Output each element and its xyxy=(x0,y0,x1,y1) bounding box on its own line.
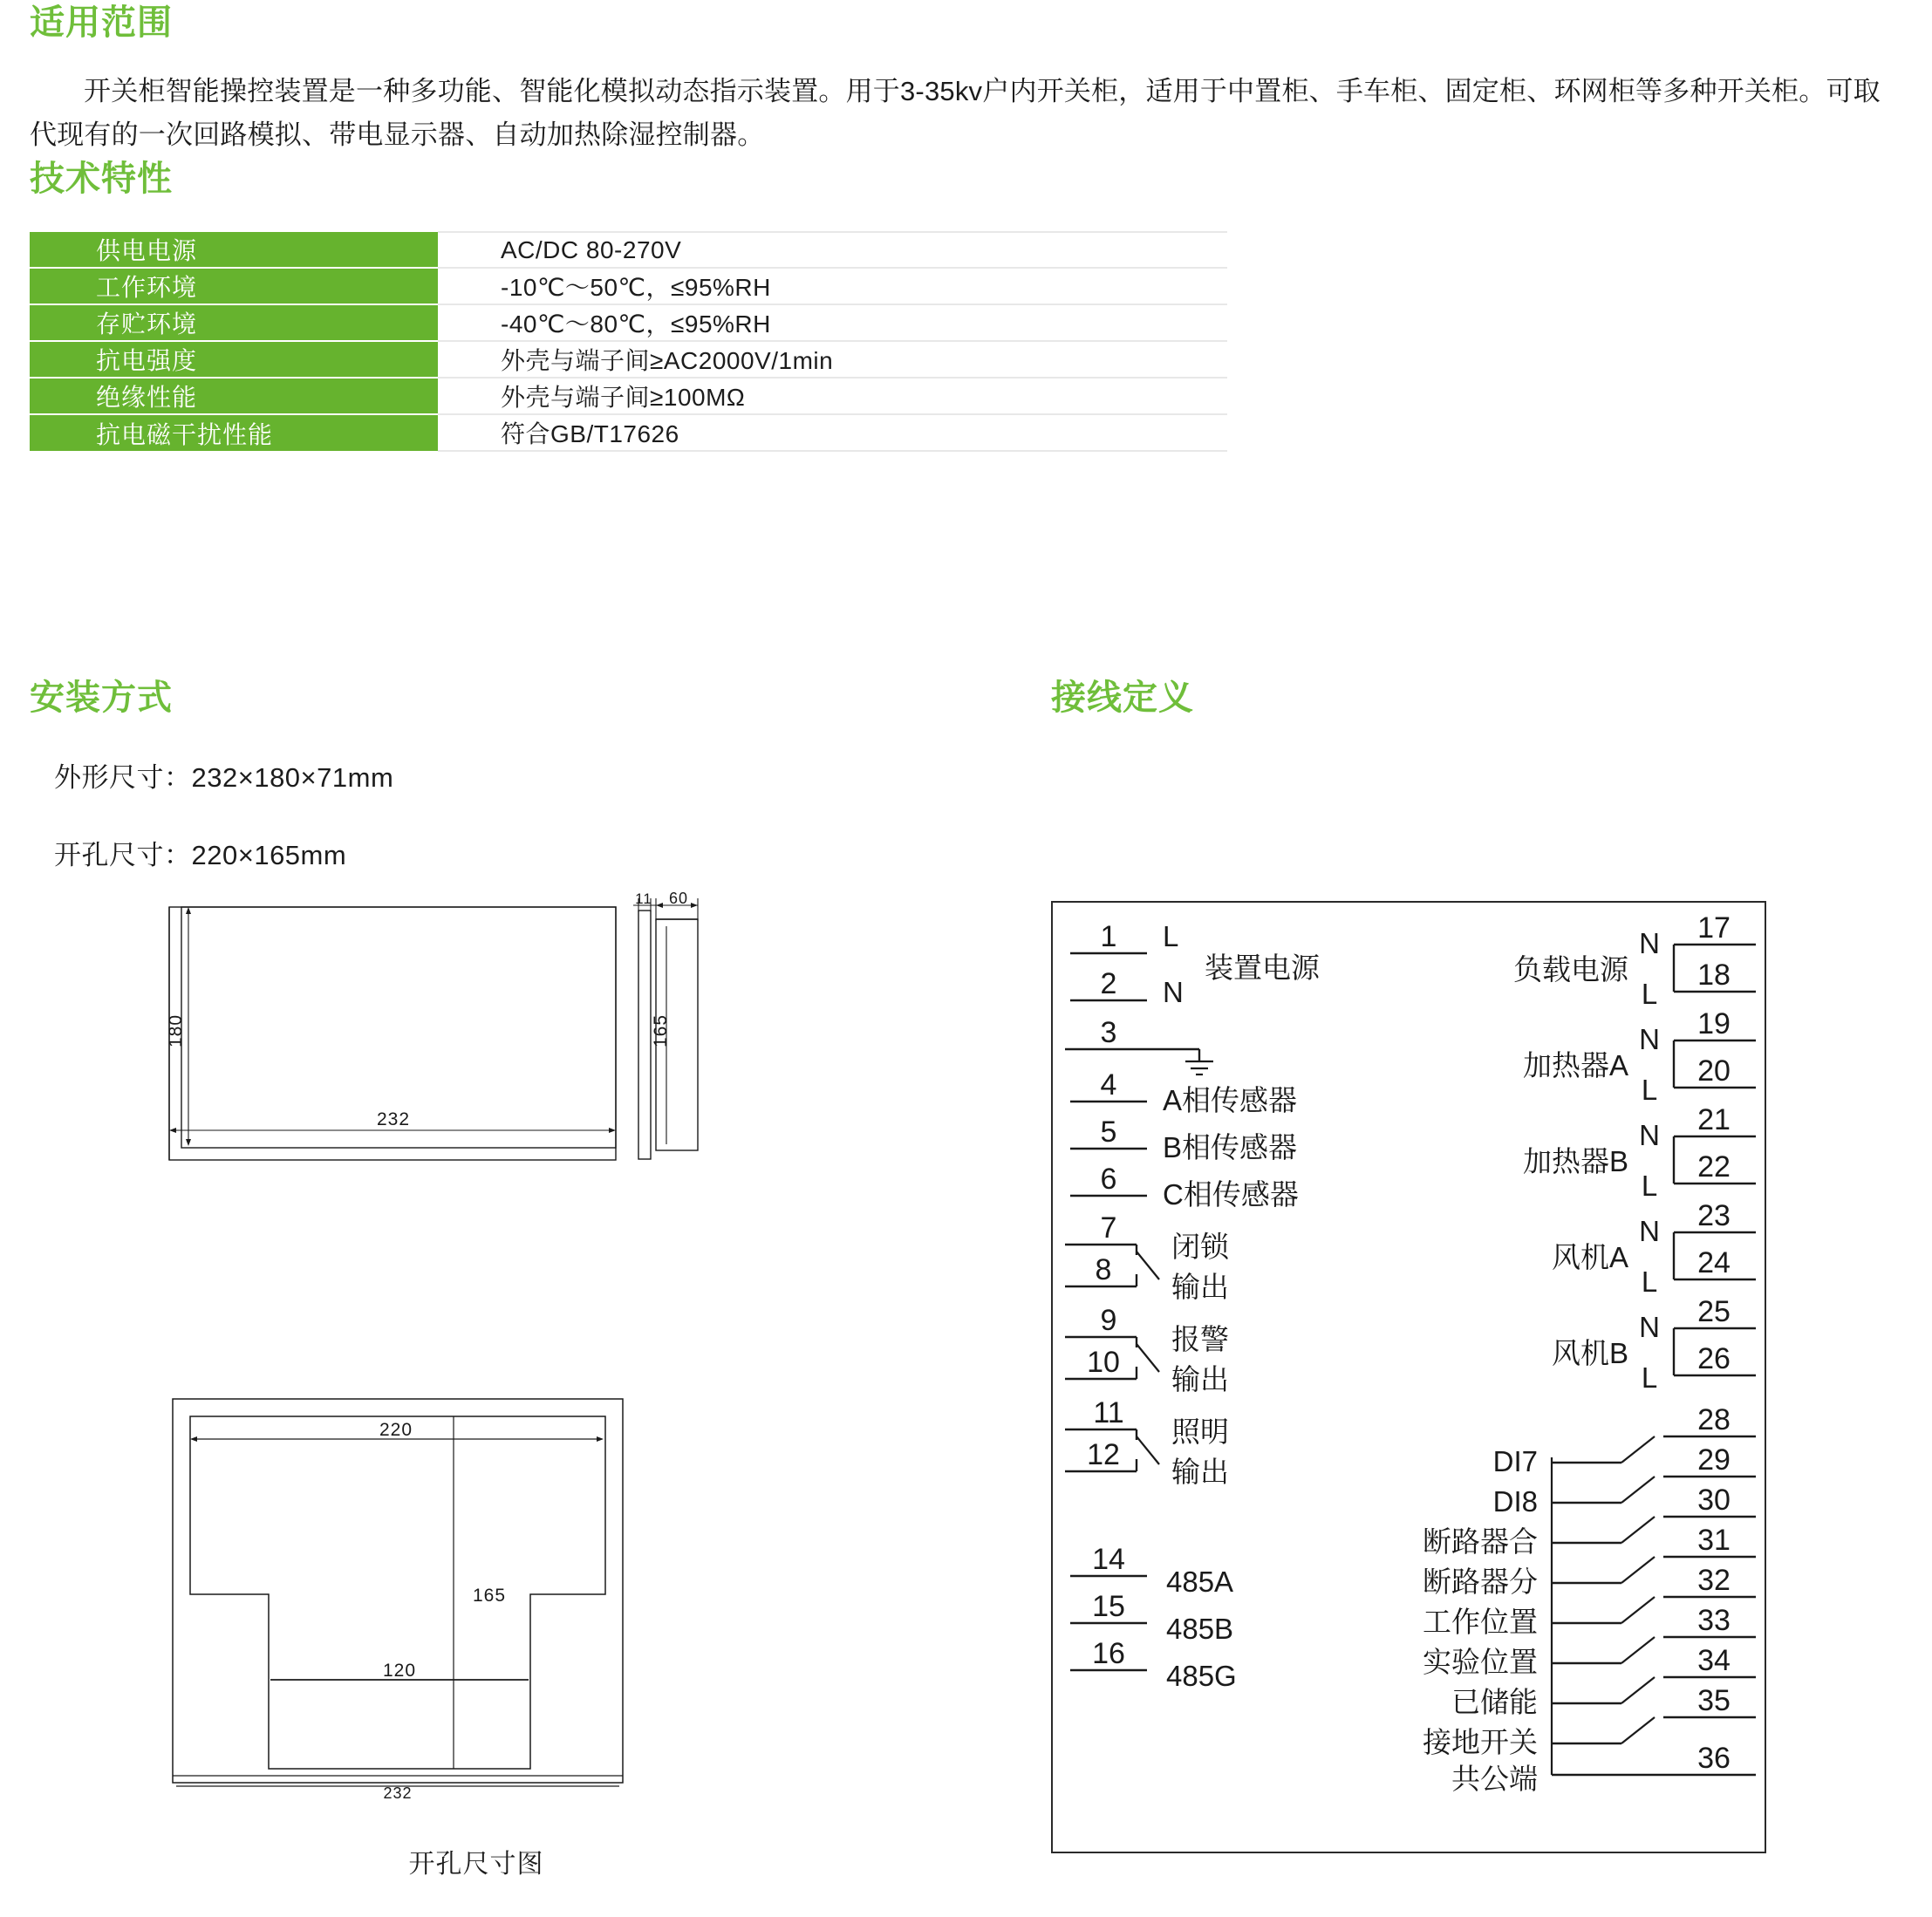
terminal-label: 485A xyxy=(1166,1566,1234,1598)
terminal-pin: L xyxy=(1641,1265,1658,1298)
terminal-number: 28 xyxy=(1697,1403,1731,1436)
terminal-number: 24 xyxy=(1697,1246,1731,1279)
terminal-number: 11 xyxy=(1093,1396,1124,1429)
input-label: 断路器分 xyxy=(1423,1566,1538,1598)
terminal-number: 35 xyxy=(1697,1684,1731,1717)
table-row xyxy=(30,378,1227,414)
terminal-pin: L xyxy=(1163,920,1179,952)
cutout-drawing-svg xyxy=(166,1392,776,1811)
input-label: 接地开关 xyxy=(1423,1726,1538,1758)
terminal-group-label: 负载电源 xyxy=(1513,953,1628,986)
wiring-heading: 接线定义 xyxy=(1051,679,1194,717)
outline-drawing xyxy=(162,891,790,1332)
cutout-dimension-text: 开孔尺寸：220×165mm xyxy=(54,840,347,870)
outline-depth-label: 60 xyxy=(668,891,689,907)
terminal-label: 输出 xyxy=(1171,1363,1229,1395)
cutout-caption: 开孔尺寸图 xyxy=(408,1850,544,1879)
terminal-group-label: 风机A xyxy=(1551,1241,1628,1273)
table-row xyxy=(30,341,1227,378)
terminal-pin: L xyxy=(1641,1170,1658,1202)
terminal-label: 闭锁 xyxy=(1171,1231,1229,1263)
terminal-number: 23 xyxy=(1697,1199,1731,1232)
terminal-group-label: 加热器A xyxy=(1522,1049,1628,1081)
terminal-pin: N xyxy=(1639,1215,1660,1247)
terminal-label: 报警 xyxy=(1171,1323,1229,1355)
spec-key: 绝缘性能 xyxy=(30,378,438,414)
input-label: 实验位置 xyxy=(1423,1646,1538,1678)
outline-height-label: 180 xyxy=(166,1013,186,1048)
terminal-number: 26 xyxy=(1697,1342,1731,1375)
outline-thickness-label: 11 xyxy=(635,891,652,907)
terminal-number: 29 xyxy=(1697,1443,1731,1477)
install-section xyxy=(30,680,989,911)
terminal-number: 17 xyxy=(1697,911,1731,945)
terminal-number: 2 xyxy=(1100,967,1117,1000)
terminal-label: 485G xyxy=(1166,1660,1237,1692)
terminal-number: 18 xyxy=(1697,958,1731,992)
terminal-number: 14 xyxy=(1092,1543,1125,1576)
install-heading: 安装方式 xyxy=(30,679,173,717)
input-label: 共公端 xyxy=(1451,1763,1538,1795)
terminal-pin: N xyxy=(1639,1119,1660,1151)
input-label: 工作位置 xyxy=(1423,1606,1538,1638)
terminal-number: 20 xyxy=(1697,1054,1731,1088)
terminal-label: 485B xyxy=(1166,1613,1234,1645)
spec-table xyxy=(30,231,1227,452)
terminal-group-label: 风机B xyxy=(1551,1337,1628,1369)
scope-section xyxy=(30,5,1905,157)
spec-value: -40℃～80℃，≤95%RH xyxy=(438,304,1227,341)
terminal-label: 输出 xyxy=(1171,1271,1229,1303)
wiring-diagram-svg xyxy=(1053,903,1765,1852)
terminal-number: 9 xyxy=(1100,1304,1117,1337)
terminal-number: 10 xyxy=(1087,1346,1120,1379)
terminal-pin: L xyxy=(1641,1361,1658,1394)
terminal-number: 15 xyxy=(1092,1590,1125,1623)
cutout-height-label: 165 xyxy=(473,1586,507,1606)
terminal-label: 装置电源 xyxy=(1205,952,1320,984)
terminal-label: B相传感器 xyxy=(1163,1131,1298,1163)
outline-dimension-text: 外形尺寸：232×180×71mm xyxy=(54,762,394,793)
input-label: DI7 xyxy=(1492,1445,1538,1477)
terminal-group-label: 加热器B xyxy=(1522,1145,1628,1177)
terminal-number: 19 xyxy=(1697,1007,1731,1040)
terminal-number: 21 xyxy=(1697,1103,1731,1136)
terminal-number: 36 xyxy=(1697,1742,1731,1775)
terminal-number: 31 xyxy=(1697,1524,1731,1557)
terminal-number: 1 xyxy=(1100,920,1117,953)
terminal-number: 34 xyxy=(1697,1644,1731,1677)
spec-key: 供电电源 xyxy=(30,232,438,268)
spec-value: AC/DC 80-270V xyxy=(438,232,1227,268)
input-label: DI8 xyxy=(1492,1485,1538,1518)
terminal-pin: N xyxy=(1163,976,1184,1008)
table-row xyxy=(30,414,1227,451)
spec-key: 工作环境 xyxy=(30,268,438,304)
spec-value: 外壳与端子间≥100MΩ xyxy=(438,378,1227,414)
input-label: 已储能 xyxy=(1451,1686,1538,1718)
input-label: 断路器合 xyxy=(1423,1525,1538,1558)
outline-width-label: 232 xyxy=(376,1109,411,1129)
wiring-diagram xyxy=(1051,901,1766,1853)
terminal-label: A相传感器 xyxy=(1163,1084,1298,1116)
cutout-notch-width-label: 120 xyxy=(382,1661,417,1681)
table-row xyxy=(30,268,1227,304)
terminal-number: 33 xyxy=(1697,1604,1731,1637)
terminal-number: 6 xyxy=(1100,1163,1117,1196)
spec-value: 符合GB/T17626 xyxy=(438,414,1227,451)
spec-section xyxy=(30,161,1251,452)
terminal-pin: L xyxy=(1641,1074,1658,1106)
terminal-number: 22 xyxy=(1697,1150,1731,1184)
terminal-pin: N xyxy=(1639,927,1660,959)
cutout-top-width-label: 220 xyxy=(379,1420,413,1440)
outline-drawing-svg xyxy=(162,891,790,1327)
terminal-label: 照明 xyxy=(1171,1416,1229,1448)
terminal-number: 4 xyxy=(1100,1068,1117,1102)
table-row xyxy=(30,232,1227,268)
terminal-number: 16 xyxy=(1092,1637,1125,1670)
cutout-drawing xyxy=(166,1392,776,1815)
terminal-number: 3 xyxy=(1100,1016,1117,1049)
spec-heading: 技术特性 xyxy=(30,160,173,198)
terminal-number: 7 xyxy=(1100,1211,1117,1245)
spec-key: 存贮环境 xyxy=(30,304,438,341)
terminal-number: 5 xyxy=(1100,1115,1117,1149)
spec-table-body xyxy=(30,232,1227,451)
spec-key: 抗电磁干扰性能 xyxy=(30,414,438,451)
spec-key: 抗电强度 xyxy=(30,341,438,378)
terminal-number: 12 xyxy=(1087,1438,1120,1471)
scope-paragraph: 开关柜智能操控装置是一种多功能、智能化模拟动态指示装置。用于3-35kv户内开关柜，适用于中置柜、手车柜、固定柜、环网柜等多种开关柜。可取代现有的一次回路模拟、带电显示器、自动加热除湿控制器。 xyxy=(30,76,1881,151)
terminal-number: 32 xyxy=(1697,1564,1731,1597)
spec-value: 外壳与端子间≥AC2000V/1min xyxy=(438,341,1227,378)
outline-side-height-label: 165 xyxy=(651,1013,671,1048)
table-row xyxy=(30,304,1227,341)
terminal-pin: N xyxy=(1639,1023,1660,1055)
cutout-outer-width-label: 232 xyxy=(383,1784,413,1802)
terminal-pin: N xyxy=(1639,1311,1660,1343)
wiring-section xyxy=(1051,680,1194,715)
scope-heading: 适用范围 xyxy=(30,3,173,42)
terminal-label: C相传感器 xyxy=(1163,1178,1299,1211)
spec-value: -10℃～50℃，≤95%RH xyxy=(438,268,1227,304)
terminal-number: 30 xyxy=(1697,1484,1731,1517)
terminal-label: 输出 xyxy=(1171,1456,1229,1488)
terminal-pin: L xyxy=(1641,978,1658,1010)
terminal-number: 25 xyxy=(1697,1295,1731,1328)
terminal-number: 8 xyxy=(1095,1253,1112,1286)
